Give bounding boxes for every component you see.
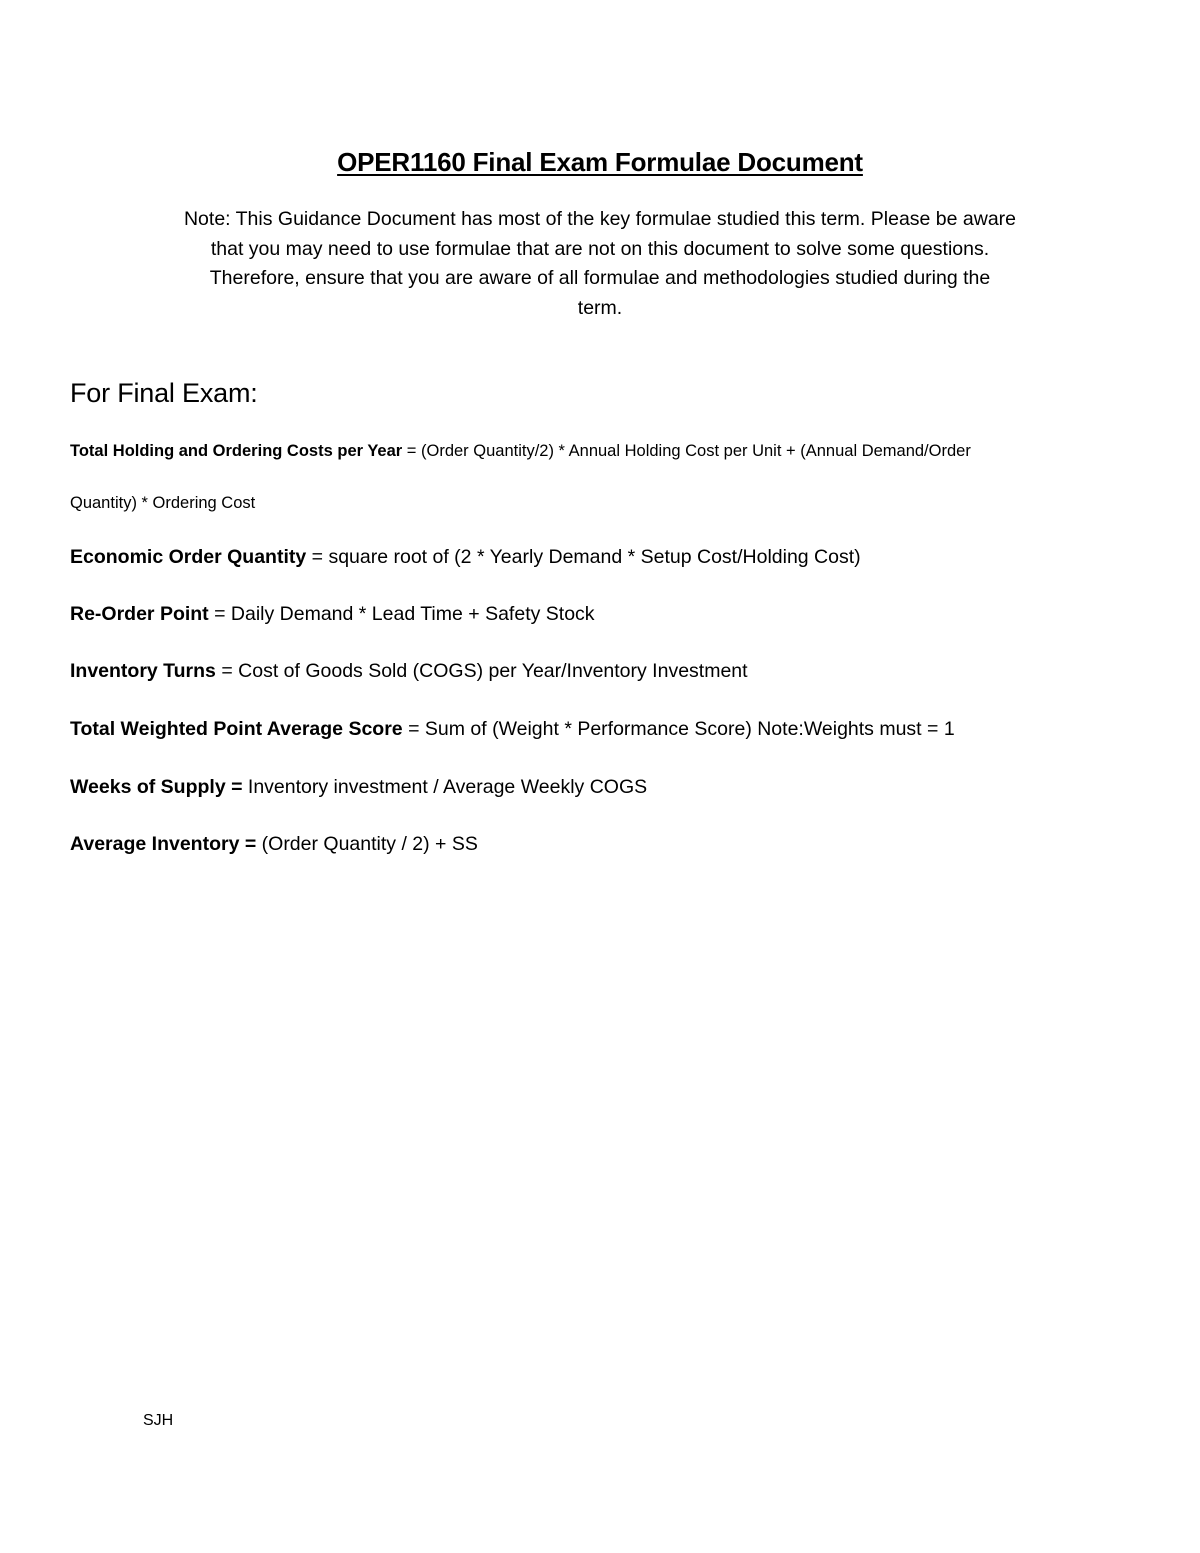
formula-definition: = square root of (2 * Yearly Demand * Setup Cost/Holding Cost) xyxy=(306,546,861,568)
section-heading: For Final Exam: xyxy=(70,378,258,408)
note-line: Therefore, ensure that you are aware of all formulae and methodologies studied during the xyxy=(209,267,991,289)
formula-definition: = Cost of Goods Sold (COGS) per Year/Inventory Investment xyxy=(215,660,748,682)
formula-term: Re-Order Point xyxy=(70,603,209,625)
formula-re-order-point xyxy=(70,600,595,628)
formula-total-holding-ordering-costs-continued xyxy=(70,490,255,516)
note-line: Note: This Guidance Document has most of the key formulae studied this term. Please be aware xyxy=(183,208,1017,230)
note-line: that you may need to use formulae that are not on this document to solve some questions. xyxy=(210,237,990,260)
formula-term: Total Holding and Ordering Costs per Year xyxy=(70,442,403,460)
formula-definition: Inventory investment / Average Weekly COGS xyxy=(247,776,648,798)
formula-inventory-turns xyxy=(70,657,748,685)
footer-initials: SJH xyxy=(143,1412,174,1429)
formula-term: Inventory Turns xyxy=(70,660,216,682)
formula-economic-order-quantity xyxy=(70,543,861,571)
formula-term: Economic Order Quantity xyxy=(70,546,307,568)
formula-definition: Quantity) * Ordering Cost xyxy=(70,494,256,512)
formula-term: Weeks of Supply = xyxy=(70,776,248,798)
formula-average-inventory xyxy=(70,830,478,858)
formula-total-weighted-point-average-score xyxy=(70,715,955,743)
note-line: term. xyxy=(577,296,623,319)
formula-weeks-of-supply xyxy=(70,773,647,801)
guidance-note xyxy=(130,205,1070,323)
document-title: OPER1160 Final Exam Formulae Document xyxy=(337,147,863,177)
formula-definition: = Sum of (Weight * Performance Score) Note:Weights must = 1 xyxy=(402,718,955,740)
formula-definition: = (Order Quantity/2) * Annual Holding Cost per Unit + (Annual Demand/Order xyxy=(402,442,971,460)
formula-term: Average Inventory = xyxy=(70,833,262,855)
formula-total-holding-ordering-costs xyxy=(70,438,971,464)
formula-definition: (Order Quantity / 2) + SS xyxy=(261,833,478,855)
formula-definition: = Daily Demand * Lead Time + Safety Stock xyxy=(208,603,595,625)
formula-term: Total Weighted Point Average Score xyxy=(70,718,403,740)
